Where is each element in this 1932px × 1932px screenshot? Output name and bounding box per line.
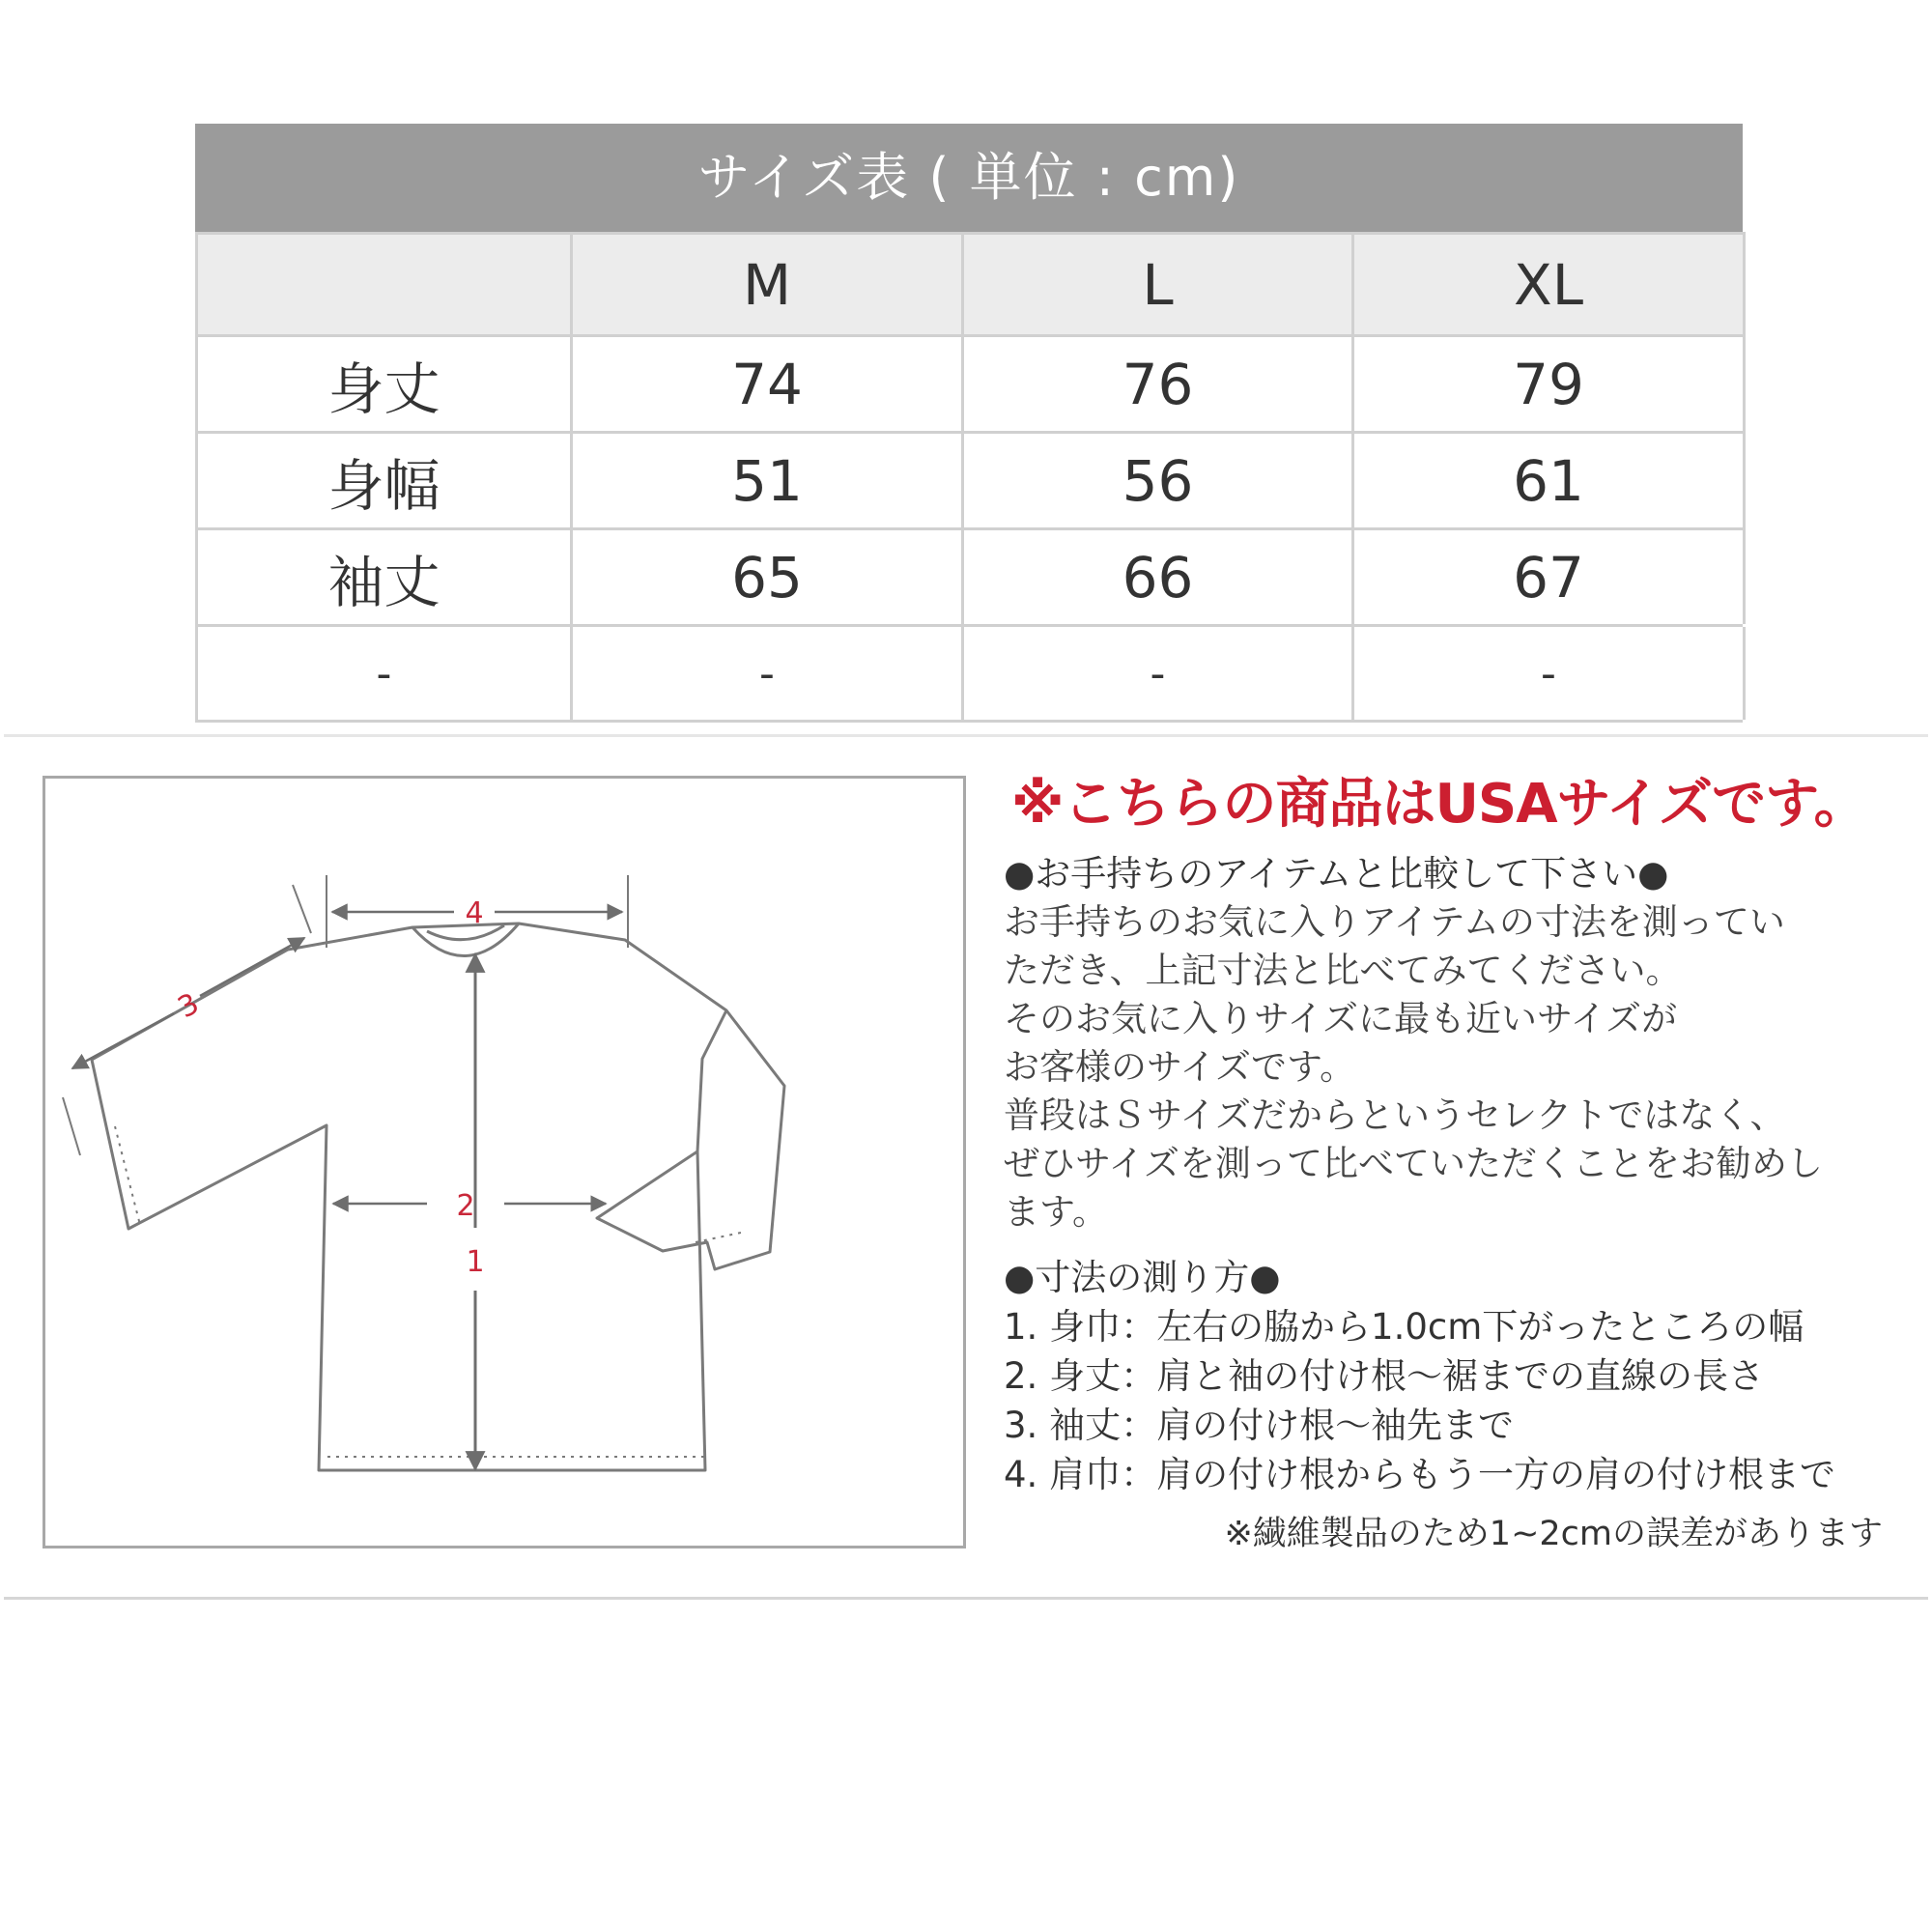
compare-heading: ●お手持ちのアイテムと比較して下さい● xyxy=(1004,853,1669,895)
size-table xyxy=(195,124,1743,723)
table-cell: 61 xyxy=(1354,431,1746,527)
compare-line: お客様のサイズです。 xyxy=(1004,1046,1356,1088)
compare-line: ます。 xyxy=(1004,1191,1109,1233)
compare-paragraph xyxy=(1004,898,1912,1236)
measure-label-2: 2 xyxy=(456,1189,475,1223)
method-item: 4. 肩巾：肩の付け根からもう一方の肩の付け根まで xyxy=(1004,1454,1836,1495)
table-cell: 65 xyxy=(573,527,964,624)
usa-size-notice: ※こちらの商品はUSAサイズです。 xyxy=(1011,773,1867,836)
garment-diagram xyxy=(43,776,966,1548)
compare-line: ただき、上記寸法と比べてみてください。 xyxy=(1004,950,1682,991)
table-cell: 79 xyxy=(1354,334,1746,431)
method-heading: ●寸法の測り方● xyxy=(1004,1257,1281,1298)
measure-arrow-3 xyxy=(72,938,304,1068)
long-sleeve-shirt-illustration xyxy=(45,779,963,1546)
method-item: 3. 袖丈：肩の付け根〜袖先まで xyxy=(1004,1405,1515,1446)
measure-label-4: 4 xyxy=(465,896,484,930)
header-cell-empty xyxy=(198,232,573,334)
measurement-section xyxy=(4,734,1928,1600)
table-cell: 66 xyxy=(964,527,1354,624)
measure-arrow-2 xyxy=(333,1189,606,1223)
compare-line: お手持ちのお気に入りアイテムの寸法を測ってい xyxy=(1004,901,1785,943)
header-cell-l: L xyxy=(964,232,1354,334)
table-cell: 56 xyxy=(964,431,1354,527)
size-table-grid xyxy=(195,232,1743,627)
method-item: 2. 身丈：肩と袖の付け根〜裾までの直線の長さ xyxy=(1004,1355,1765,1397)
measure-arrow-4 xyxy=(332,896,622,930)
row-label-body-length: 身丈 xyxy=(198,334,573,431)
method-item: 1. 身巾：左右の脇から1.0cm下がったところの幅 xyxy=(1004,1306,1804,1348)
size-table-title: サイズ表 ( 単位 : cm) xyxy=(195,124,1743,232)
compare-line: 普段はＳサイズだからというセレクトではなく、 xyxy=(1004,1094,1786,1136)
compare-line: そのお気に入りサイズに最も近いサイズが xyxy=(1004,998,1678,1039)
table-cell: - xyxy=(573,627,964,720)
header-cell-m: M xyxy=(573,232,964,334)
header-cell-xl: XL xyxy=(1354,232,1746,334)
table-cell: 51 xyxy=(573,431,964,527)
size-info-panel xyxy=(1004,761,1912,1555)
measure-label-3: 3 xyxy=(172,986,205,1026)
table-cell: 74 xyxy=(573,334,964,431)
size-table-empty-row xyxy=(195,627,1743,723)
measurement-guides xyxy=(63,875,628,1155)
row-label-body-width: 身幅 xyxy=(198,431,573,527)
table-cell: - xyxy=(964,627,1354,720)
measurement-method-list xyxy=(1004,1254,1912,1499)
row-label-sleeve-length: 袖丈 xyxy=(198,527,573,624)
tolerance-footnote: ※繊維製品のため1~2cmの誤差があります xyxy=(1224,1515,1883,1553)
row-label-empty: - xyxy=(198,627,573,720)
measure-label-1: 1 xyxy=(466,1245,485,1279)
table-cell: 67 xyxy=(1354,527,1746,624)
table-cell: 76 xyxy=(964,334,1354,431)
compare-line: ぜひサイズを測って比べていただくことをお勧めし xyxy=(1004,1143,1824,1184)
table-cell: - xyxy=(1354,627,1746,720)
